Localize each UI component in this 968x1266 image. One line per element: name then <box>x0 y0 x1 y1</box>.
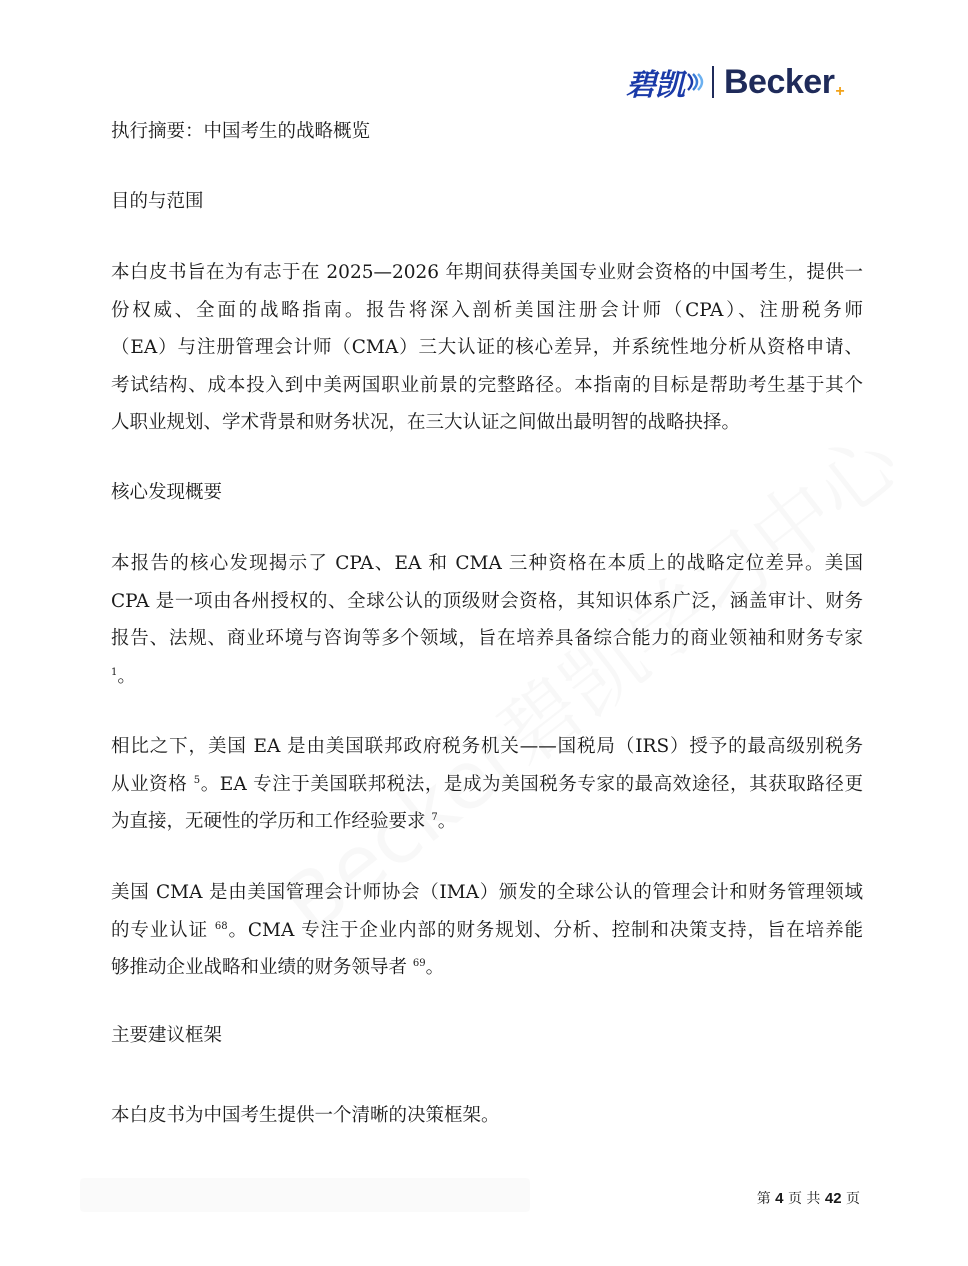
paragraph-cma <box>111 874 863 987</box>
logo-chinese-text: 碧凯 <box>626 68 684 103</box>
footnote-ref: 1 <box>111 666 118 678</box>
paragraph-purpose <box>111 254 863 442</box>
becker-logo <box>626 62 845 102</box>
paragraph-recommendations: 本白皮书为中国考生提供一个清晰的决策框架。 <box>111 1105 500 1126</box>
paragraph-line: （EA）与注册管理会计师（CMA）三大认证的核心差异，并系统性地分析从资格申请、 <box>111 337 863 358</box>
heading-purpose: 目的与范围 <box>111 191 204 212</box>
paragraph-line <box>111 949 863 987</box>
text-fragment: 从业资格 <box>111 773 188 795</box>
text-fragment: 。 <box>117 665 136 687</box>
text-fragment: 够推动企业战略和业绩的财务领导者 <box>111 957 408 978</box>
paragraph-line <box>111 912 863 950</box>
footnote-ref: 69 <box>412 958 426 969</box>
logo-plus-mark: + <box>835 83 845 100</box>
paragraph-line <box>111 766 863 804</box>
paragraph-ea <box>111 728 863 841</box>
logo-swoosh-icon <box>686 69 706 95</box>
paragraph-line: 人职业规划、学术背景和财务状况，在三大认证之间做出最明智的战略抉择。 <box>111 412 741 433</box>
page-number: 4 <box>775 1190 784 1207</box>
text-fragment: 为直接，无硬性的学历和工作经验要求 <box>111 811 426 832</box>
logo-english-text: Becker <box>724 62 835 101</box>
heading-findings: 核心发现概要 <box>111 482 223 503</box>
paragraph-line <box>111 658 863 696</box>
text-fragment: 。CMA 专注于企业内部的财务规划、分析、控制和决策支持，旨在培养能 <box>227 919 863 941</box>
paragraph-line <box>111 803 863 841</box>
text-fragment: 。 <box>425 957 445 978</box>
footer-mid: 页 共 <box>787 1191 821 1207</box>
paragraph-line: 美国 CMA 是由美国管理会计师协会（IMA）颁发的全球公认的管理会计和财务管理领域 <box>111 882 863 903</box>
section-title: 执行摘要：中国考生的战略概览 <box>111 121 371 142</box>
paragraph-line: 相比之下，美国 EA 是由美国联邦政府税务机关——国税局（IRS）授予的最高级别税务 <box>111 736 863 757</box>
page-total: 42 <box>824 1190 842 1207</box>
page-footer <box>757 1188 860 1208</box>
paragraph-line: CPA 是一项由各州授权的、全球公认的顶级财会资格，其知识体系广泛，涵盖审计、财务 <box>111 590 863 612</box>
logo-divider <box>712 66 714 98</box>
paragraph-line: 报告、法规、商业环境与咨询等多个领域，旨在培养具备综合能力的商业领袖和财务专家 <box>111 628 863 649</box>
footer-prefix: 第 <box>756 1191 771 1207</box>
footnote-ref: 7 <box>431 812 438 823</box>
footnote-ref: 5 <box>193 774 201 786</box>
paragraph-line: 本报告的核心发现揭示了 CPA、EA 和 CMA 三种资格在本质上的战略定位差异。美国 <box>111 553 863 574</box>
paragraph-line: 本白皮书旨在为有志于在 2025—2026 年期间获得美国专业财会资格的中国考生，提供一 <box>111 262 863 283</box>
paragraph-line: 份权威、全面的战略指南。报告将深入剖析美国注册会计师（CPA）、注册税务师 <box>111 299 863 321</box>
footnote-ref: 68 <box>214 920 228 932</box>
paragraph-cpa <box>111 545 863 695</box>
text-fragment: 。 <box>437 811 457 832</box>
paragraph-line: 考试结构、成本投入到中美两国职业前景的完整路径。本指南的目标是帮助考生基于其个 <box>111 374 863 396</box>
text-fragment: 。EA 专注于美国联邦税法，是成为美国税务专家的最高效途径，其获取路径更 <box>200 773 863 795</box>
text-fragment: 的专业认证 <box>111 919 209 941</box>
heading-recommendations: 主要建议框架 <box>111 1025 223 1046</box>
footer-suffix: 页 <box>846 1191 860 1207</box>
footer-blurred-area <box>80 1178 530 1212</box>
